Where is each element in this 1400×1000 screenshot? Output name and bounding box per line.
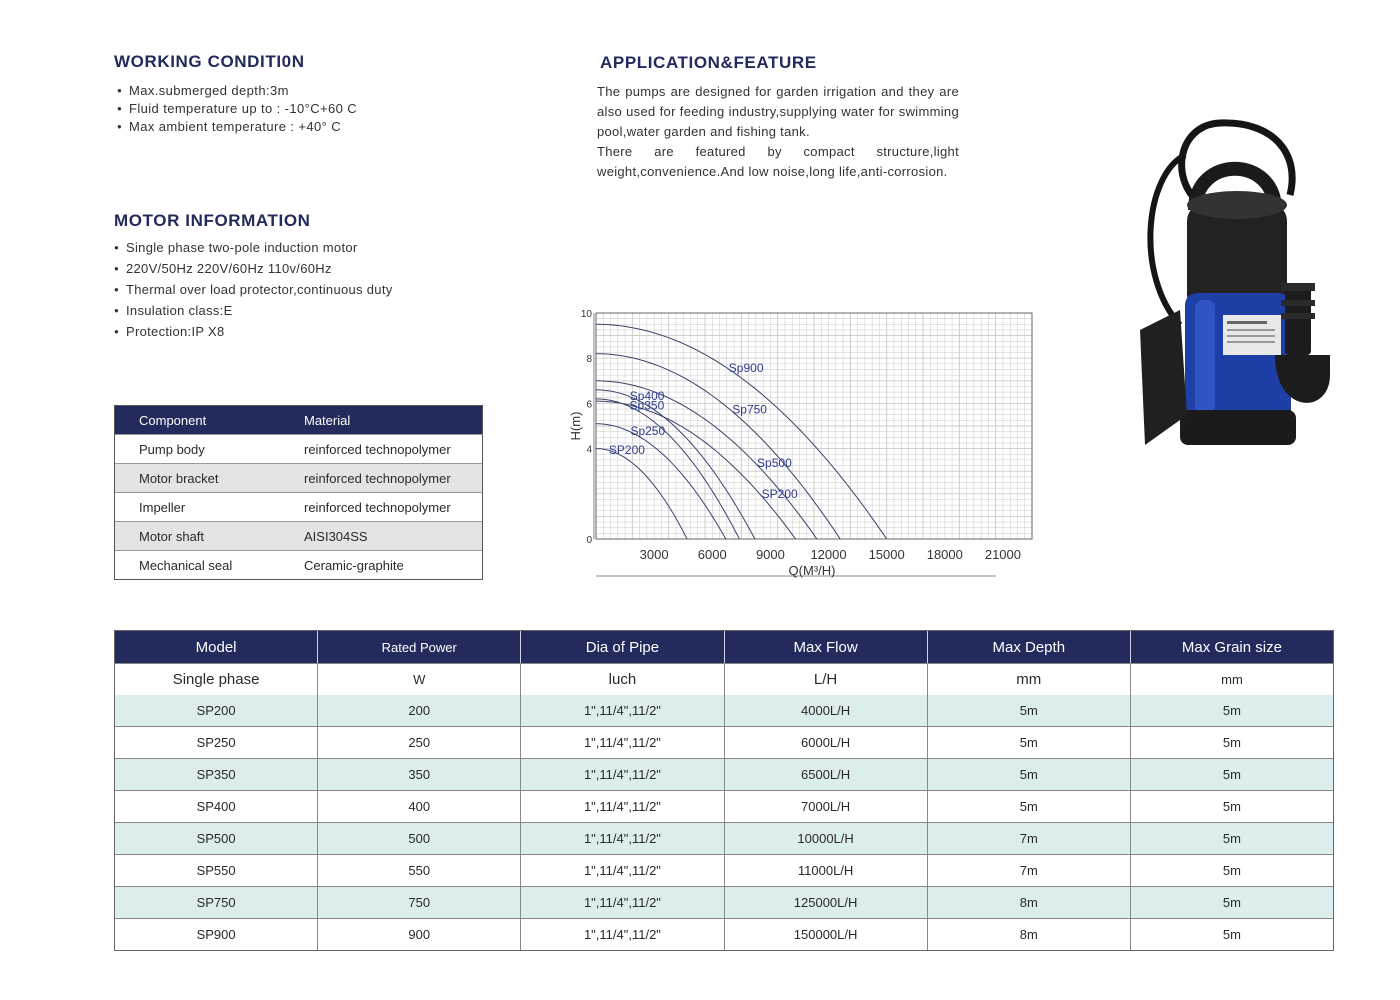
max-flow-header: Max Flow bbox=[724, 631, 927, 663]
working-condition-item: ● Fluid temperature up to : -10°C+60 C bbox=[117, 100, 357, 118]
max-grain-size-cell: 5m bbox=[1130, 823, 1333, 854]
component-row bbox=[115, 434, 482, 463]
max-flow-cell: 7000L/H bbox=[724, 791, 927, 822]
rated-power-cell: 400 bbox=[317, 791, 520, 822]
component-cell: Motor shaft bbox=[139, 528, 205, 544]
max-flow-cell: 6000L/H bbox=[724, 727, 927, 758]
max-depth-header: Max Depth bbox=[927, 631, 1130, 663]
spec-table-row bbox=[115, 854, 1333, 886]
curve-label: Sp400 bbox=[629, 388, 665, 403]
motor-information-list bbox=[114, 237, 393, 342]
max-flow-cell: 6500L/H bbox=[724, 759, 927, 790]
max-flow-cell: 10000L/H bbox=[724, 823, 927, 854]
motor-information-item: ● 220V/50Hz 220V/60Hz 110v/60Hz bbox=[114, 258, 393, 279]
unit-cell: Single phase bbox=[172, 671, 260, 688]
max-depth-cell: 5m bbox=[927, 791, 1130, 822]
unit-cell: mm bbox=[927, 664, 1130, 695]
spec-table-row bbox=[115, 695, 1333, 726]
max-depth-cell: 5m bbox=[927, 695, 1130, 726]
unit-cell: L/H bbox=[724, 664, 927, 695]
material-header: Material bbox=[304, 412, 351, 428]
working-condition-item: ● Max ambient temperature : +40° C bbox=[117, 118, 357, 136]
rated-power-cell: 900 bbox=[317, 919, 520, 950]
model-cell: SP250 bbox=[196, 735, 236, 750]
model-cell: SP350 bbox=[196, 767, 236, 782]
dia-of-pipe-cell: 1",11/4",11/2" bbox=[520, 759, 723, 790]
y-tick-label: 6 bbox=[586, 399, 592, 411]
rated-power-cell: 250 bbox=[317, 727, 520, 758]
x-tick-label: 18000 bbox=[926, 547, 963, 562]
x-tick-label: 3000 bbox=[639, 547, 669, 562]
dia-of-pipe-cell: 1",11/4",11/2" bbox=[520, 887, 723, 918]
max-depth-cell: 7m bbox=[927, 823, 1130, 854]
rated-power-header: Rated Power bbox=[317, 631, 520, 663]
y-tick-label: 10 bbox=[580, 309, 592, 320]
curve-label: Sp350 bbox=[629, 398, 665, 413]
max-depth-cell: 5m bbox=[927, 759, 1130, 790]
spec-table-row bbox=[115, 918, 1333, 950]
rated-power-cell: 200 bbox=[317, 695, 520, 726]
material-cell: AISI304SS bbox=[304, 528, 368, 544]
component-header: Component bbox=[139, 412, 207, 428]
max-depth-cell: 7m bbox=[927, 855, 1130, 886]
working-condition-list bbox=[117, 82, 357, 136]
max-grain-size-header: Max Grain size bbox=[1130, 631, 1333, 663]
performance-chart bbox=[560, 305, 1040, 590]
rated-power-cell: 500 bbox=[317, 823, 520, 854]
max-grain-size-cell: 5m bbox=[1130, 759, 1333, 790]
y-axis-label: H(m) bbox=[568, 411, 583, 441]
y-tick-label: 8 bbox=[586, 354, 592, 366]
curve-label: Sp750 bbox=[732, 402, 767, 417]
x-tick-label: 15000 bbox=[868, 547, 905, 562]
spec-table-header bbox=[115, 631, 1333, 663]
y-tick-label: 4 bbox=[586, 444, 592, 456]
component-row bbox=[115, 521, 482, 550]
working-condition-title: WORKING CONDITI0N bbox=[114, 52, 305, 71]
dia-of-pipe-header: Dia of Pipe bbox=[520, 631, 723, 663]
component-cell: Impeller bbox=[139, 499, 186, 515]
component-row bbox=[115, 550, 482, 579]
max-grain-size-cell: 5m bbox=[1130, 727, 1333, 758]
dia-of-pipe-cell: 1",11/4",11/2" bbox=[520, 695, 723, 726]
working-condition-item: ● Max.submerged depth:3m bbox=[117, 82, 357, 100]
material-cell: reinforced technopolymer bbox=[304, 470, 451, 486]
curve-label: SP200 bbox=[761, 486, 798, 501]
max-grain-size-cell: 5m bbox=[1130, 887, 1333, 918]
curve-sp200 bbox=[596, 398, 796, 539]
component-table-header bbox=[115, 406, 482, 434]
x-tick-label: 6000 bbox=[697, 547, 727, 562]
max-flow-cell: 150000L/H bbox=[724, 919, 927, 950]
spec-table-row bbox=[115, 758, 1333, 790]
spec-table-body bbox=[115, 695, 1333, 950]
component-cell: Pump body bbox=[139, 441, 205, 457]
component-material-table bbox=[114, 405, 483, 580]
dia-of-pipe-cell: 1",11/4",11/2" bbox=[520, 791, 723, 822]
max-flow-cell: 125000L/H bbox=[724, 887, 927, 918]
dia-of-pipe-cell: 1",11/4",11/2" bbox=[520, 855, 723, 886]
curve-label: Sp250 bbox=[630, 423, 666, 438]
spec-table-row bbox=[115, 726, 1333, 758]
model-cell: SP200 bbox=[196, 703, 236, 718]
motor-information-title: MOTOR INFORMATION bbox=[114, 211, 311, 230]
max-grain-size-cell: 5m bbox=[1130, 919, 1333, 950]
application-feature-title: APPLICATION&FEATURE bbox=[600, 53, 817, 72]
unit-cell: luch bbox=[520, 664, 723, 695]
component-cell: Motor bracket bbox=[139, 470, 219, 486]
submersible-pump-image bbox=[1125, 115, 1335, 460]
max-depth-cell: 5m bbox=[927, 727, 1130, 758]
motor-information-item: ● Protection:IP X8 bbox=[114, 321, 393, 342]
curve-label: Sp500 bbox=[757, 455, 792, 470]
rated-power-cell: 350 bbox=[317, 759, 520, 790]
material-cell: reinforced technopolymer bbox=[304, 499, 451, 515]
motor-information-item: ● Insulation class:E bbox=[114, 300, 393, 321]
max-flow-cell: 11000L/H bbox=[724, 855, 927, 886]
dia-of-pipe-cell: 1",11/4",11/2" bbox=[520, 919, 723, 950]
x-tick-label: 21000 bbox=[984, 547, 1022, 562]
model-cell: SP900 bbox=[196, 927, 236, 942]
model-cell: SP550 bbox=[196, 863, 236, 878]
max-flow-cell: 4000L/H bbox=[724, 695, 927, 726]
component-row bbox=[115, 463, 482, 492]
max-grain-size-cell: 5m bbox=[1130, 855, 1333, 886]
component-cell: Mechanical seal bbox=[139, 557, 233, 573]
model-header: Model bbox=[195, 638, 237, 656]
curve-label: SP200 bbox=[608, 442, 645, 457]
motor-information-item: ● Single phase two-pole induction motor bbox=[114, 237, 393, 258]
material-cell: reinforced technopolymer bbox=[304, 441, 451, 457]
max-grain-size-cell: 5m bbox=[1130, 791, 1333, 822]
x-tick-label: 9000 bbox=[755, 547, 785, 562]
spec-table-units-row bbox=[115, 663, 1333, 695]
rated-power-cell: 750 bbox=[317, 887, 520, 918]
model-cell: SP500 bbox=[196, 831, 236, 846]
spec-table-row bbox=[115, 822, 1333, 854]
specification-table bbox=[114, 630, 1334, 951]
spec-table-row bbox=[115, 790, 1333, 822]
application-paragraph: The pumps are designed for garden irrigation and they are also used for feeding industry,supplying water for swimming pool,water garden and fishing tank. bbox=[597, 84, 959, 139]
max-depth-cell: 8m bbox=[927, 887, 1130, 918]
curve-label: Sp900 bbox=[728, 360, 764, 375]
y-tick-label: 0 bbox=[586, 535, 592, 546]
application-feature-text bbox=[597, 82, 959, 182]
rated-power-cell: 550 bbox=[317, 855, 520, 886]
component-row bbox=[115, 492, 482, 521]
x-axis-label: Q(M³/H) bbox=[788, 563, 836, 578]
x-tick-label: 12000 bbox=[810, 547, 847, 562]
feature-paragraph: There are featured by compact structure,light weight,convenience.And low noise,long life,anti-corrosion. bbox=[597, 144, 959, 179]
unit-cell: W bbox=[317, 664, 520, 695]
spec-table-row bbox=[115, 886, 1333, 918]
model-cell: SP750 bbox=[196, 895, 236, 910]
unit-cell: mm bbox=[1130, 664, 1333, 695]
material-cell: Ceramic-graphite bbox=[304, 557, 404, 573]
max-depth-cell: 8m bbox=[927, 919, 1130, 950]
motor-information-item: ● Thermal over load protector,continuous duty bbox=[114, 279, 393, 300]
model-cell: SP400 bbox=[196, 799, 236, 814]
max-grain-size-cell: 5m bbox=[1130, 695, 1333, 726]
performance-chart-svg bbox=[560, 305, 1040, 590]
dia-of-pipe-cell: 1",11/4",11/2" bbox=[520, 823, 723, 854]
dia-of-pipe-cell: 1",11/4",11/2" bbox=[520, 727, 723, 758]
